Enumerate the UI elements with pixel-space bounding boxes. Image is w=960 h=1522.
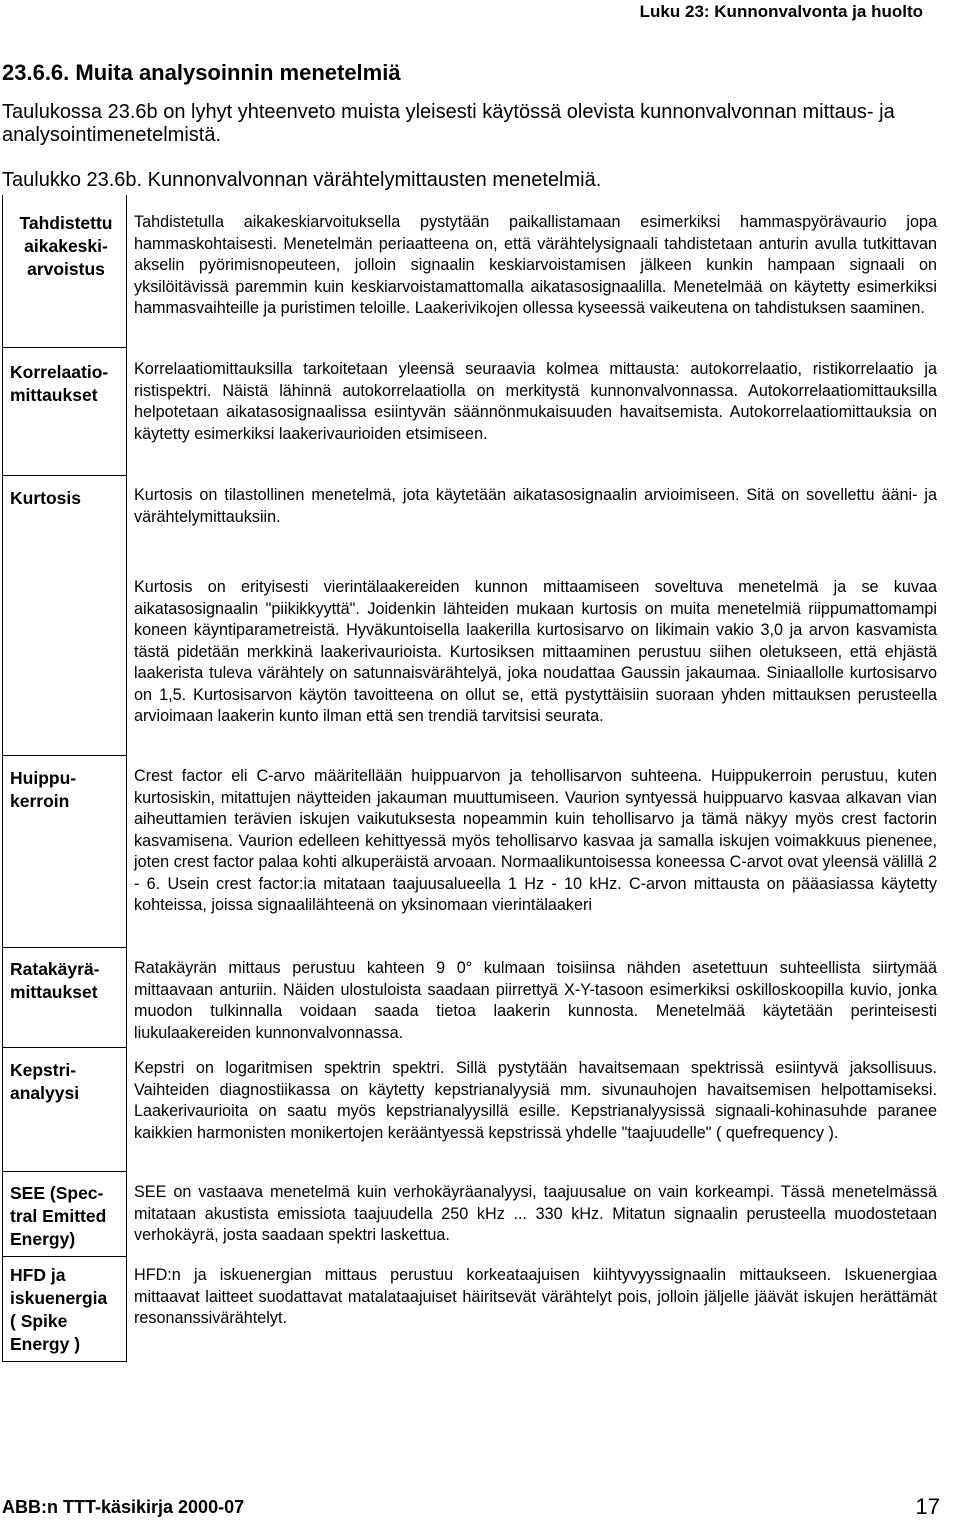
desc-see: SEE on vastaava menetelmä kuin verhokäyräanalyysi, taajuusalue on vain korkeampi. Tässä menetelmässä mitataan akustista emissiota taajuudella 250 kHz ... 330 kHz. Mitatun signaalin perusteella muodostetaan verhokäyrä, josta saadaan spektri laskettua. [134, 1183, 937, 1244]
term-line: Tahdistettu [19, 213, 113, 233]
term-line: Ratakäyrä- [10, 959, 100, 979]
term-korrelaatio [10, 361, 122, 407]
term-line: Kurtosis [10, 488, 81, 508]
term-hfd [10, 1264, 122, 1356]
desc-huippukerroin: Crest factor eli C-arvo määritellään huippuarvon ja tehollisarvon suhteena. Huippukerroin perustuu, kuten kurtosiskin, mitattujen näytteiden jakauman muuttumiseen. Vaurion syntyessä huippuarvo kasvaa alkavan vian aiheuttamien terävien iskujen vaikutuksesta nopeammin kuin tehollisarvo ja tämä näkyy myös crest factorin kasvamisena. Vaurion edelleen kehittyessä myös tehollisarvo kasvaa ja samalla iskujen voimakkuus pienenee, joten crest factor palaa kohti alkuperäistä arvoaan. Normaalikuntoisessa koneessa C-arvot ovat yleensä välillä 2 - 6. Usein crest factor:ia mitataan taajuusalueella 1 Hz - 10 kHz. C-arvon mittausta on pääasiassa käytetty kohteissa, joissa signaalilähteenä on yksinomaan vierintälaakeri [134, 767, 937, 914]
row-divider [2, 1171, 127, 1172]
term-line: Korrelaatio- [10, 362, 109, 382]
term-line: Energy) [10, 1229, 76, 1249]
page-number: 17 [915, 1494, 940, 1519]
term-see [10, 1182, 122, 1251]
term-kurtosis [10, 487, 122, 510]
section-title: 23.6.6. Muita analysoinnin menetelmiä [2, 60, 401, 85]
row-divider [2, 347, 127, 348]
table-border-left [2, 195, 3, 1362]
desc-hfd: HFD:n ja iskuenergian mittaus perustuu korkeataajuisen kiihtyvyyssignaalin mittaukseen. Iskuenergiaa mittaavat laitteet suodattavat matalataajuiset häiritsevät värähtelyt pois, jolloin jäljelle jäävät iskujen herättämät resonanssivärähtelyt. [134, 1266, 937, 1327]
term-line: mittaukset [10, 385, 98, 405]
row-divider [2, 947, 127, 948]
term-line: mittaukset [10, 982, 98, 1002]
footer-source: ABB:n TTT-käsikirja 2000-07 [2, 1497, 245, 1517]
row-divider [2, 1256, 127, 1257]
desc-kepstri: Kepstri on logaritmisen spektrin spektri. Sillä pystytään havaitsemaan spektrissä esiintyvä jaksollisuus. Vaihteiden diagnostiikassa on käytetty kepstrianalyysiä mm. sivunauhojen havaitsemisen helpottamiseksi. Laakerivaurioita on saatu myös kepstrianalyysillä esille. Kepstrianalyysissä signaali-kohinasuhde paranee kaikkien harmonisten monikertojen kerääntyessä kepstrissä yhdelle "taajuudelle" ( quefrequency ). [134, 1059, 937, 1142]
desc-korrelaatio: Korrelaatiomittauksilla tarkoitetaan yleensä seuraavia kolmea mittausta: autokorrelaatio, ristikorrelaatio ja ristispektri. Näistä lähinnä autokorrelaatiolla on merkitystä kunnonvalvonnassa. Autokorrelaatiomittauksilla helpotetaan aikatasosignaalissa esiintyvän säännönmukaisuuden havaitsemista. Autokorrelaatiomittauksia on käytetty esimerkiksi laakerivaurioiden etsimiseen. [134, 360, 937, 443]
term-line: HFD ja [10, 1265, 66, 1285]
table-caption: Taulukko 23.6b. Kunnonvalvonnan värähtelymittausten menetelmiä. [2, 169, 602, 191]
term-line: SEE (Spec- [10, 1183, 104, 1203]
term-line: Energy ) [10, 1334, 81, 1354]
term-huippukerroin [10, 767, 122, 813]
term-line: analyysi [10, 1083, 80, 1103]
term-tahdistettu [10, 212, 122, 281]
desc-kurtosis: Kurtosis on tilastollinen menetelmä, jota käytetään aikatasosignaalin arvioimiseen. Sitä on sovellettu ääni- ja värähtelymittauksiin. [134, 486, 937, 526]
term-line: tral Emitted [10, 1206, 107, 1226]
intro-paragraph: Taulukossa 23.6b on lyhyt yhteenveto muista yleisesti käytössä olevista kunnonvalvonnan mittaus- ja analysointimenetelmistä. [2, 101, 895, 146]
term-line: aikakeski- [24, 236, 108, 256]
term-kepstri [10, 1059, 122, 1105]
row-divider [2, 475, 127, 476]
desc-ratakayra: Ratakäyrän mittaus perustuu kahteen 9 0° kulmaan toisiinsa nähden asetettuun suhteellista siirtymää mittaavaan anturiin. Näiden ulostuloista saadaan piirrettyä X-Y-tasoon esimerkiksi oskilloskoopilla kuvio, jonka muodon tulkinnalla voidaan saada tietoa laakerin kunnosta. Menetelmää käytetään perinteisesti liukulaakereiden kunnonvalvonnassa. [134, 959, 937, 1042]
term-ratakayra [10, 958, 122, 1004]
table-column-divider [126, 195, 127, 1362]
row-divider [2, 755, 127, 756]
row-divider [2, 1047, 127, 1048]
desc-tahdistettu: Tahdistetulla aikakeskiarvoituksella pystytään paikallistamaan esimerkiksi hammaspyörävaurio jopa hammaskohtaisesti. Menetelmän periaatteena on, että värähtelysignaali tahdistetaan anturin avulla tutkittavan akselin pyörimisnopeuteen, jolloin signaalin keskiarvoistamisen jälkeen kunkin hampaan signaali on yksilöitävissä paremmin kuin keskiarvoistamattomalla aikatasosignaalilla. Menetelmää on käytetty esimerkiksi hammasvaihteille ja puristimen teloille. Laakerivikojen ollessa kyseessä vaikeutena on tahdistuksen saaminen. [134, 213, 937, 317]
term-line: iskuenergia [10, 1288, 108, 1308]
term-line: kerroin [10, 791, 70, 811]
term-line: ( Spike [10, 1311, 68, 1331]
running-header: Luku 23: Kunnonvalvonta ja huolto [639, 2, 923, 21]
desc-kurtosis-continued: Kurtosis on erityisesti vierintälaakereiden kunnon mittaamiseen soveltuva menetelmä ja se kuvaa aikatasosignaalin "piikikkyyttä". Joidenkin lähteiden mukaan kurtosis on muita menetelmiä riippumattomampi koneen käyntiparametreistä. Hyväkuntoisella laakerilla kurtosisarvo on likimain vakio 3,0 ja arvon kasvamista tästä pidetään merkkinä laakerivaurioista. Kurtosiksen mittaaminen perustuu siihen oletukseen, että ehjästä laakerista tuleva värähtely on satunnaisvärähtelyä, joka noudattaa Gaussin jakaumaa. Siniaallolle kurtosisarvo on 1,5. Kurtosisarvon käytön tavoitteena on ollut se, että pystyttäisiin suoraan yhden mittauksen perusteella arvioimaan laakerin kunto ilman että sen trendiä tarvitsisi seurata. [134, 578, 937, 725]
term-line: arvoistus [27, 259, 105, 279]
term-line: Kepstri- [10, 1060, 77, 1080]
term-line: Huippu- [10, 768, 77, 788]
table-border-bottom [2, 1361, 127, 1362]
